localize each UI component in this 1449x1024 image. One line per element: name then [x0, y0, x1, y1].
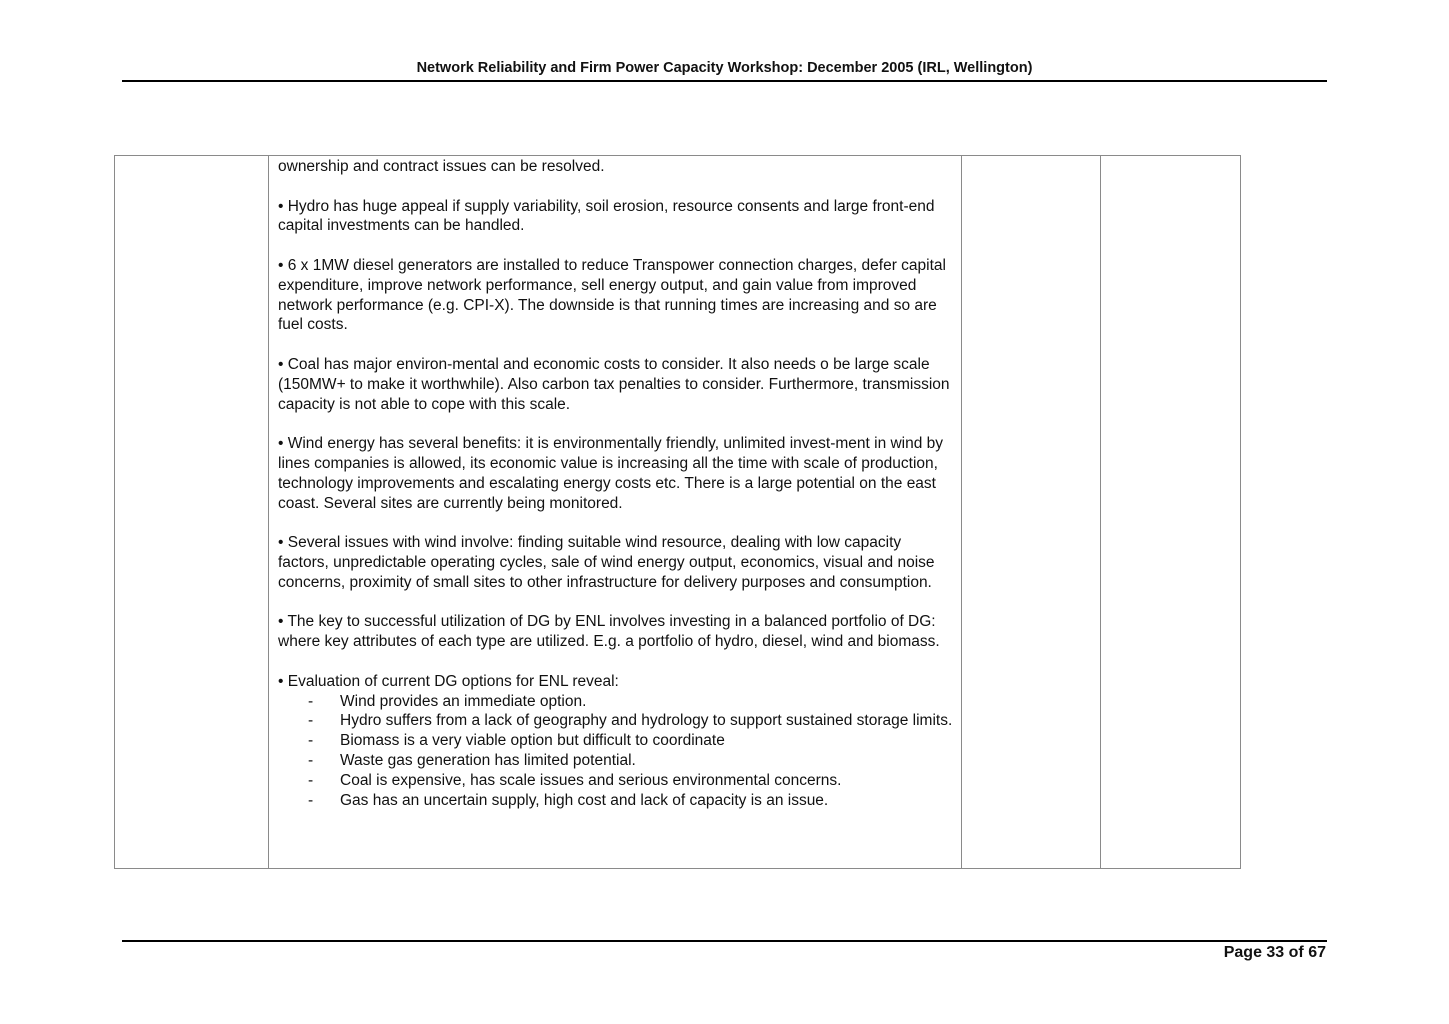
list-item — [278, 771, 953, 791]
dash-marker: - — [308, 751, 314, 769]
evaluation-intro: • Evaluation of current DG options for ENL reveal: — [278, 672, 619, 690]
list-item-text: Coal is expensive, has scale issues and serious environmental concerns. — [340, 771, 842, 789]
footer-rule — [122, 940, 1327, 942]
paragraph-wind-benefits: • Wind energy has several benefits: it is environmentally friendly, unlimited invest-ment in wind by lines companies is allowed, its economic value is increasing all the time with scale of production, technology improvements and escalating energy costs etc. There is a large potential on the east coast. Several sites are currently being monitored. — [278, 435, 944, 512]
empty-cell-left — [115, 156, 269, 869]
dash-marker: - — [308, 791, 314, 809]
list-item-text: Waste gas generation has limited potential. — [340, 751, 636, 769]
list-item — [278, 692, 953, 712]
list-item-text: Hydro suffers from a lack of geography and hydrology to support sustained storage limits. — [340, 712, 953, 730]
notes-cell — [269, 156, 962, 869]
list-item — [278, 711, 953, 731]
page-header-title: Network Reliability and Firm Power Capacity Workshop: December 2005 (IRL, Wellington) — [416, 60, 1033, 76]
header-rule — [122, 80, 1327, 82]
paragraph-hydro: • Hydro has huge appeal if supply variability, soil erosion, resource consents and large front-end capital investments can be handled. — [278, 197, 935, 235]
notes-table — [114, 155, 1241, 869]
continuation-text: ownership and contract issues can be resolved. — [278, 158, 605, 175]
empty-cell-right-2 — [1101, 156, 1241, 869]
dash-marker: - — [308, 732, 314, 750]
table-row — [115, 156, 1241, 869]
paragraph-portfolio: • The key to successful utilization of DG by ENL involves investing in a balanced portfolio of DG: where key attributes of each type are utilized. E.g. a portfolio of hydro, diesel, wind and biomass. — [278, 613, 940, 651]
dash-marker: - — [308, 692, 314, 710]
list-item-text: Gas has an uncertain supply, high cost and lack of capacity is an issue. — [340, 791, 829, 809]
dash-marker: - — [308, 771, 314, 789]
list-item-text: Wind provides an immediate option. — [340, 692, 587, 710]
paragraph-diesel: • 6 x 1MW diesel generators are installed to reduce Transpower connection charges, defer capital expenditure, improve network performance, sell energy output, and gain value from improved network performance (e.g. CPI-X). The downside is that running times are increasing and so are fuel costs. — [278, 256, 946, 334]
page-number: Page 33 of 67 — [1223, 944, 1326, 961]
paragraph-coal: • Coal has major environ-mental and economic costs to consider. It also needs o be large scale (150MW+ to make it worthwhile). Also carbon tax penalties to consider. Furthermore, transmission capacity is not able to cope with this scale. — [278, 355, 950, 413]
list-item — [278, 791, 953, 811]
paragraph-wind-issues: • Several issues with wind involve: finding suitable wind resource, dealing with low capacity factors, unpredictable operating cycles, sale of wind energy output, economics, visual and noise concerns, proximity of small sites to other infrastructure for delivery purposes and consumption. — [278, 534, 935, 591]
list-item — [278, 751, 953, 771]
list-item — [278, 731, 953, 751]
evaluation-list — [278, 692, 953, 811]
empty-cell-right-1 — [962, 156, 1101, 869]
list-item-text: Biomass is a very viable option but difficult to coordinate — [340, 732, 725, 750]
dash-marker: - — [308, 712, 314, 730]
notes-content — [269, 156, 961, 810]
